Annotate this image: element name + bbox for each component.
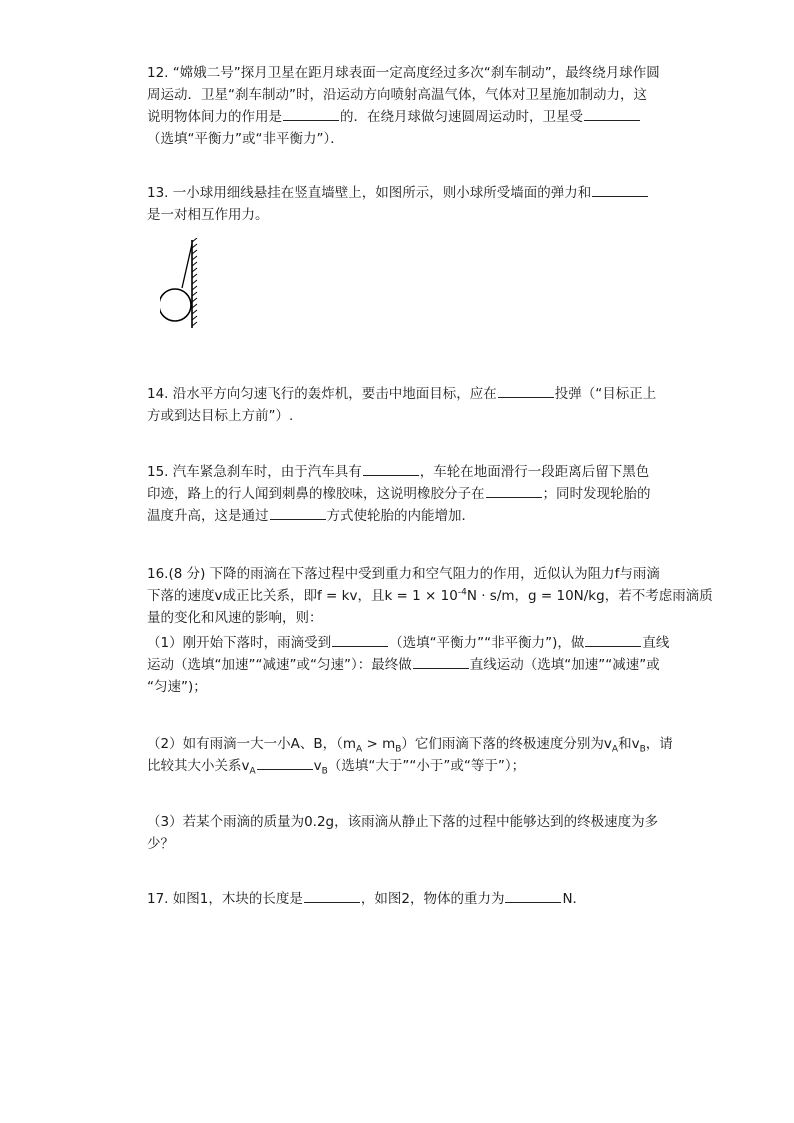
q16-blank-3[interactable] [413, 654, 469, 669]
q16-p2-sub-2: B [395, 744, 402, 755]
q16-p2-sub-5: A [249, 766, 256, 777]
q16-p1c: 直线 [642, 635, 670, 651]
q12-blank-2[interactable] [584, 106, 640, 121]
q15-blank-1[interactable] [363, 461, 419, 476]
ball-circle [160, 289, 191, 321]
q12-line-3a: 说明物体间力的作用是 [147, 109, 282, 125]
q16-p1a: （1）刚开始下落时，雨滴受到 [147, 635, 332, 651]
q16-p2-sub-3: A [611, 744, 619, 755]
q16-p2-sub-6: B [321, 766, 328, 777]
q16-p1f: “匀速”)； [147, 679, 207, 695]
q13-blank-1[interactable] [592, 182, 648, 197]
q14-line-2: 方或到达目标上方前”）. [147, 408, 294, 424]
q16-line-2b: N · s/m，g = 10N/kg，若不考虑雨滴质 [466, 588, 713, 604]
string-line [182, 244, 192, 288]
q13-line-2: 是一对相互作用力。 [147, 207, 269, 223]
q14-line-1b: 投弹（“目标正上 [554, 386, 657, 402]
q16-p3b: 少？ [147, 836, 174, 852]
question-16 [147, 563, 713, 629]
q16-p2-sub-4: B [639, 744, 646, 755]
q16-p2b: > m [362, 736, 396, 752]
q16-blank-4[interactable] [257, 755, 313, 770]
q15-line-3a: 温度升高，这是通过 [147, 508, 269, 524]
question-17 [147, 888, 657, 910]
question-15 [147, 461, 657, 527]
q13-line-1a: 13. 一小球用细线悬挂在竖直墙壁上，如图所示，则小球所受墙面的弹力和 [147, 185, 592, 201]
question-14 [147, 383, 657, 427]
q12-blank-1[interactable] [283, 106, 339, 121]
q12-line-1: 12. “嫦娥二号”探月卫星在距月球表面一定高度经过多次“刹车制动”，最终绕月球作圆 [147, 65, 660, 81]
q15-line-2b: ；同时发现轮胎的 [542, 486, 651, 502]
q17-line-1b: ，如图2，物体的重力为 [360, 891, 505, 907]
q16-exponent: -4 [457, 587, 467, 598]
q12-line-4: （选填“平衡力”或“非平衡力”）． [147, 131, 344, 147]
q16-line-1: 16.(8 分) 下降的雨滴在下落过程中受到重力和空气阻力的作用，近似认为阻力f与雨滴 [147, 566, 660, 582]
q15-blank-3[interactable] [270, 505, 326, 520]
q16-p2g: v [313, 758, 322, 774]
q16-line-2a: 下落的速度v成正比关系，即f = kv，且k = 1 × 10 [147, 588, 458, 604]
q16-p2f: 比较其大小关系v [147, 758, 250, 774]
q16-p2h: （选填“大于”“小于”或“等于”）； [327, 758, 526, 774]
ball-on-wall-figure [160, 238, 210, 330]
q17-blank-1[interactable] [304, 888, 360, 903]
q16-p2e: ，请 [645, 736, 673, 752]
q14-line-1a: 14. 沿水平方向匀速飞行的轰炸机，要击中地面目标，应在 [147, 386, 497, 402]
q16-line-3: 量的变化和风速的影响，则： [147, 610, 323, 626]
q15-line-1a: 15. 汽车紧急刹车时，由于汽车具有 [147, 464, 362, 480]
q16-p3a: （3）若某个雨滴的质量为0.2g，该雨滴从静止下落的过程中能够达到的终极速度为多 [147, 814, 659, 830]
q16-p1b: （选填“平衡力”“非平衡力”)，做 [389, 635, 585, 651]
question-13 [147, 182, 657, 226]
q17-line-1a: 17. 如图1，木块的长度是 [147, 891, 303, 907]
q16-p2d: 和v [618, 736, 640, 752]
q17-line-1c: N． [562, 891, 587, 907]
q16-p1e: 直线运动（选填“加速”“减速”或 [469, 657, 660, 673]
q16-p2a: （2）如有雨滴一大一小A、B，（m [147, 736, 356, 752]
question-12 [147, 62, 660, 150]
q12-line-3b: 的．在绕月球做匀速圆周运动时，卫星受 [340, 109, 583, 125]
q16-p2c: ）它们雨滴下落的终极速度分别为v [401, 736, 612, 752]
q16-blank-1[interactable] [332, 632, 388, 647]
q16-p2-sub-1: A [356, 744, 363, 755]
question-16-part-2 [147, 733, 673, 777]
q15-line-2a: 印迹，路上的行人闻到刺鼻的橡胶味，这说明橡胶分子在 [147, 486, 485, 502]
question-16-part-1 [147, 632, 670, 698]
q17-blank-2[interactable] [505, 888, 561, 903]
q15-blank-2[interactable] [486, 483, 542, 498]
q16-blank-2[interactable] [585, 632, 641, 647]
q15-line-3b: 方式使轮胎的内能增加． [326, 508, 475, 524]
q12-line-2: 周运动．卫星“刹车制动”时，沿运动方向喷射高温气体，气体对卫星施加制动力，这 [147, 87, 647, 103]
question-16-part-3 [147, 811, 657, 855]
q15-line-1b: ，车轮在地面滑行一段距离后留下黑色 [419, 464, 650, 480]
q16-p1d: 运动（选填“加速”“减速”或“匀速”）：最终做 [147, 657, 412, 673]
q14-blank-1[interactable] [498, 383, 554, 398]
